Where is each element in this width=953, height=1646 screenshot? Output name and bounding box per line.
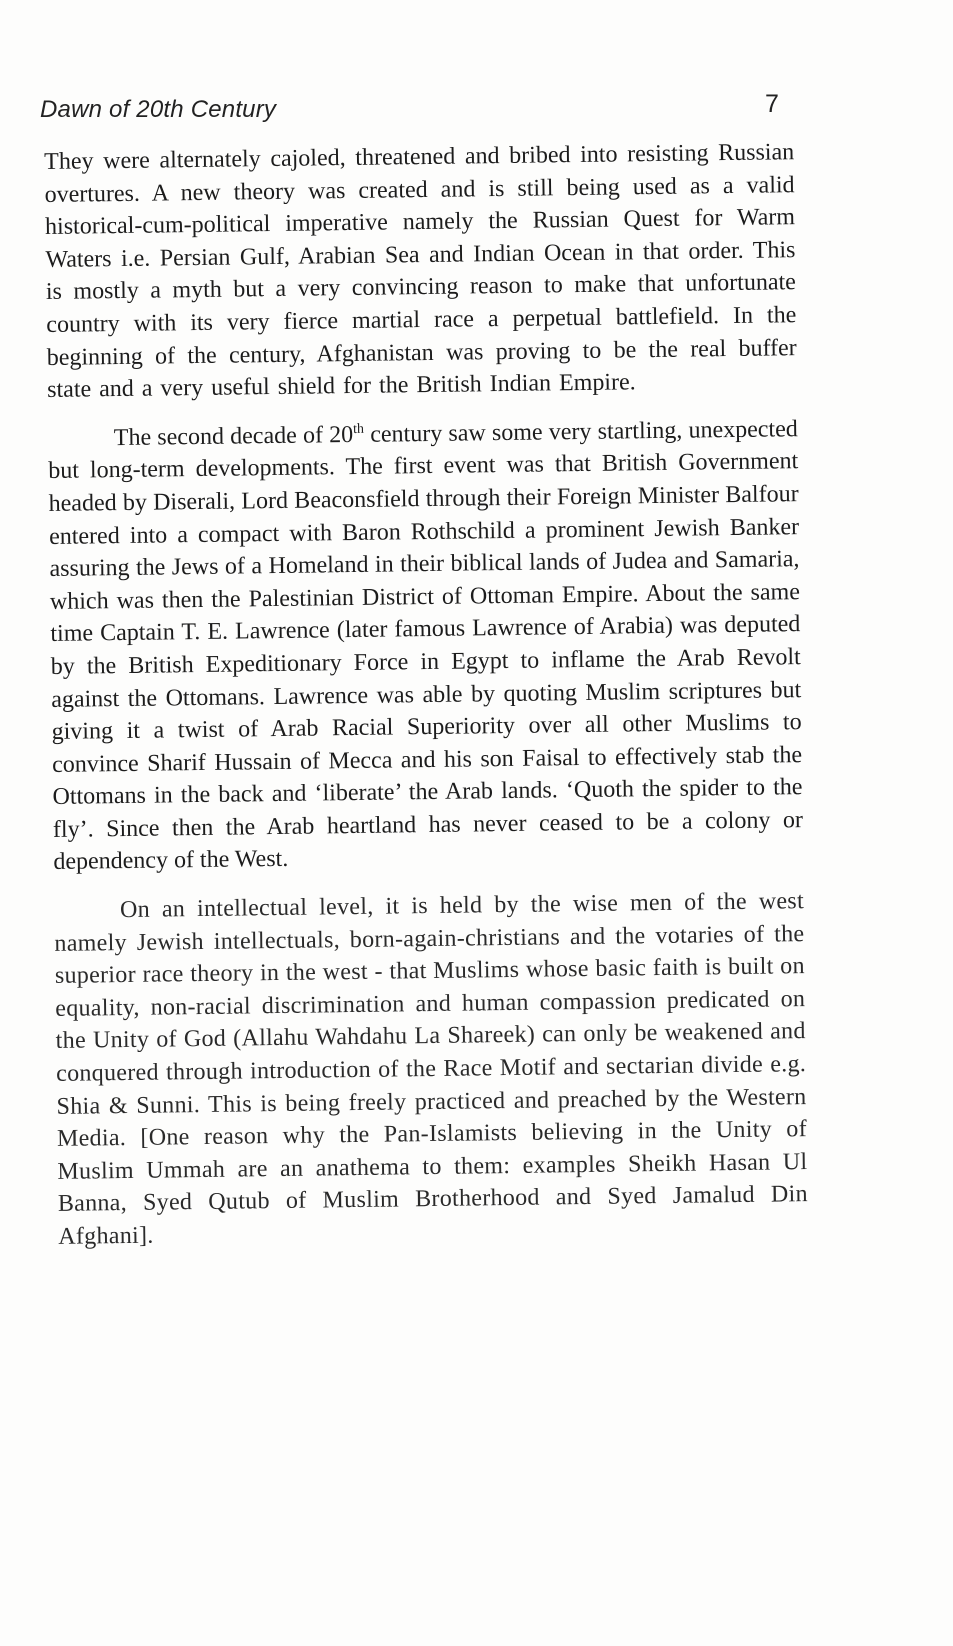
paragraph-2-text-rest: century saw some very startling, unexpected but long-term developments. The first event was that British Government headed by Diserali, Lord Beaconsfield through their Foreign Minister Balfour entered into a compact with Baron Rothschild a prominent Jewish Banker assuring the Jews of a Homeland in their biblical lands of Judea and Samaria, which was then the Palestinian District of Ottoman Empire. About the same time Captain T. E. Lawrence (later famous Lawrence of Arabia) was deputed by the British Expeditionary Force in Egypt to inflame the Arab Revolt against the Ottomans. Lawrence was able by quoting Muslim scriptures but giving it a twist of Arab Racial Superiority over all other Muslims to convince Sharif Hussain of Mecca and his son Faisal to effectively stab the Ottomans in the back and ‘liberate’ the Arab lands. ‘Quoth the spider to the fly’. Since then the Arab heartland has never ceased to be a colony or dependency of the West. <box>48 415 804 876</box>
body-text <box>44 136 808 1253</box>
paragraph-2 <box>48 413 804 879</box>
paragraph-1: They were alternately cajoled, threatened and bribed into resisting Russian overtures. A new theory was created and is still being used as a valid historical-cum-political imperative namely the Russian Quest for Warm Waters i.e. Persian Gulf, Arabian Sea and Indian Ocean in that order. This is mostly a myth but a very convincing reason to make that unfortunate country with its very fierce martial race a perpetual battlefield. In the beginning of the century, Afghanistan was proving to be the real buffer state and a very useful shield for the British Indian Empire. <box>44 139 797 404</box>
running-head: Dawn of 20th Century <box>40 96 277 123</box>
page-number: 7 <box>765 90 779 118</box>
paragraph-2-text-start: The second decade of 20 <box>113 421 354 451</box>
paragraph-3: On an intellectual level, it is held by the wise men of the west namely Jewish intellectuals, born-again-christians and the votaries of the superior race theory in the west - that Muslims whose basic faith is built on equality, non-racial discrimination and human compassion predicated on the Unity of God (Allahu Wahdahu La Shareek) can only be weakened and conquered through introduction of the Race Motif and sectarian divide e.g. Shia & Sunni. This is being freely practiced and preached by the Western Media. [One reason why the Pan-Islamists believing in the Unity of Muslim Ummah are an anathema to them: examples Sheikh Hasan Ul Banna, Syed Qutub of Muslim Brotherhood and Syed Jamalud Din Afghani]. <box>54 888 808 1250</box>
ordinal-superscript: th <box>353 421 365 437</box>
